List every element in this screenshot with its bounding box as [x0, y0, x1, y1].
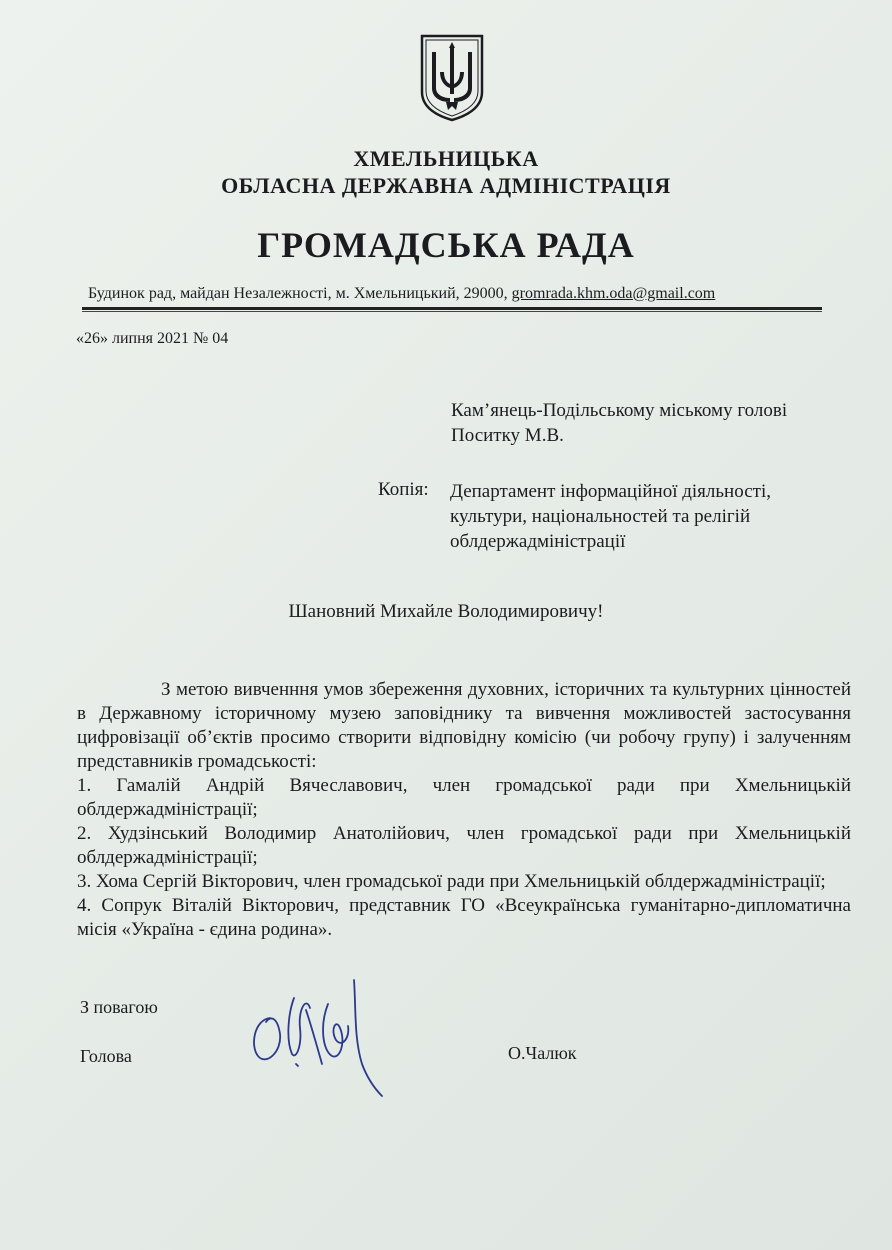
closing-regards: З повагою	[80, 997, 158, 1017]
copy-line3: облдержадміністрації	[450, 531, 626, 552]
body-intro: З метою вивченння умов збереження духовних, історичних та культурних цінностей в Державному історичному музею заповіднику та вивчення можливостей застосування цифровізації об’єктів просимо створити відповідну комісію (чи робочу групу) і залученням представників громадськості:	[77, 679, 851, 772]
list-item-3: 3. Хома Сергій Вікторович, член громадської ради при Хмельницькій облдержадміністрації;	[77, 871, 826, 892]
letterhead-rule-thin	[82, 311, 822, 312]
council-title: ГРОМАДСЬКА РАДА	[257, 225, 635, 265]
signer-name: О.Чалюк	[508, 1043, 577, 1063]
address-text: Будинок рад, майдан Незалежності, м. Хмельницький, 29000,	[88, 285, 508, 302]
org-name-line2: ОБЛАСНА ДЕРЖАВНА АДМІНІСТРАЦІЯ	[221, 173, 671, 198]
signer-position: Голова	[80, 1046, 132, 1066]
date-and-number: «26» липня 2021 № 04	[76, 330, 229, 347]
addressee-line1: Кам’янець-Подільському міському голові	[451, 400, 788, 421]
org-name-line1: ХМЕЛЬНИЦЬКА	[353, 146, 539, 171]
copy-line1: Департамент інформаційної діяльності,	[450, 481, 771, 502]
letter-body	[77, 678, 851, 942]
copy-label: Копія:	[378, 479, 429, 500]
salutation: Шановний Михайле Володимировичу!	[288, 601, 604, 622]
list-item-1: 1. Гамалій Андрій Вячеславович, член громадської ради при Хмельницькій облдержадміністрації;	[77, 775, 851, 820]
letterhead-address	[88, 285, 828, 303]
addressee-block	[451, 398, 787, 448]
letterhead-rule-thick	[82, 307, 822, 310]
tryzub-coat-of-arms-icon	[418, 32, 486, 122]
list-item-2: 2. Худзінський Володимир Анатолійович, член громадської ради при Хмельницькій облдержадміністрації;	[77, 823, 851, 868]
list-item-4: 4. Сопрук Віталій Вікторович, представник ГО «Всеукраїнська гуманітарно-дипломатична місія «Україна - єдина родина».	[77, 895, 851, 940]
email-link[interactable]: gromrada.khm.oda@gmail.com	[511, 285, 716, 302]
copy-recipient	[450, 479, 771, 554]
handwritten-signature-icon	[236, 968, 396, 1098]
copy-line2: культури, національностей та релігій	[450, 506, 751, 527]
addressee-line2: Поситку М.В.	[451, 425, 564, 446]
